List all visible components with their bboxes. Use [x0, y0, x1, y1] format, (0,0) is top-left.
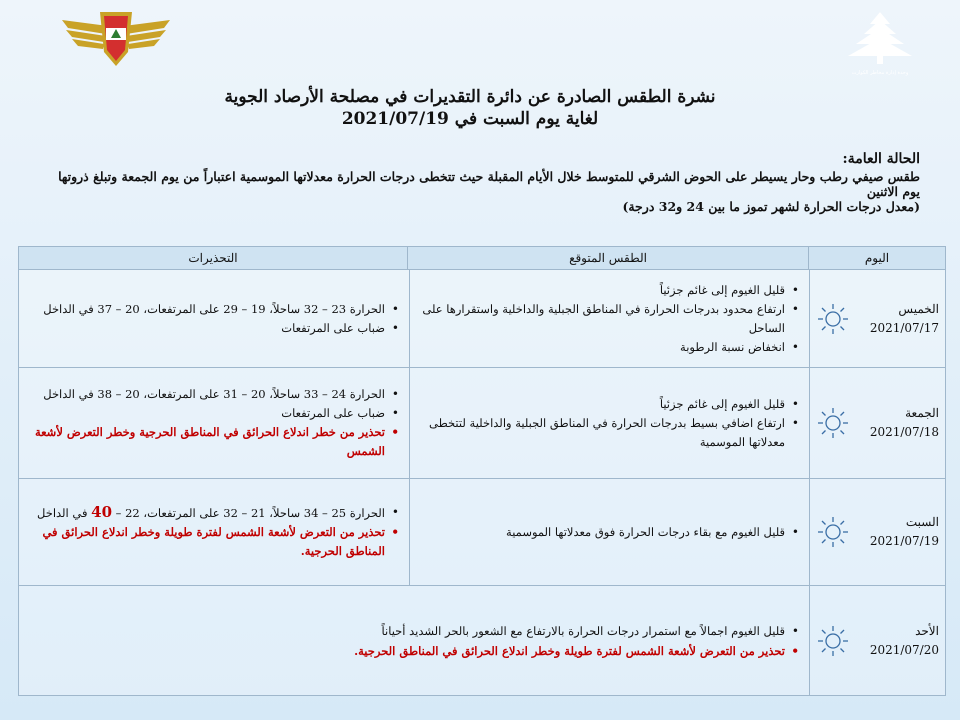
- day-cell: [809, 270, 945, 367]
- table-row: [19, 479, 945, 586]
- table-row: [19, 586, 945, 696]
- weather-item: • قليل الغيوم اجمالاً مع استمرار درجات الحرارة بالارتفاع مع الشعور بالحر الشديد أحياناً: [354, 621, 785, 641]
- weather-cell: [409, 270, 809, 367]
- merged-forecast-cell: [21, 586, 809, 696]
- temperature-text-end: في الداخل: [37, 506, 92, 520]
- day-date: 2021/07/20: [869, 643, 939, 657]
- day-cell: [809, 586, 945, 696]
- max-temperature: 40: [91, 503, 113, 521]
- weather-item: • انخفاض نسبة الرطوبة: [418, 338, 785, 357]
- day-cell: [809, 479, 945, 585]
- day-name: الخميس: [898, 301, 939, 316]
- general-situation: [40, 152, 920, 214]
- day-name: الجمعة: [905, 406, 939, 420]
- warning-item: [29, 503, 385, 523]
- general-situation-note: (معدل درجات الحرارة لشهر تموز ما بين 24 و32 درجة): [622, 199, 920, 214]
- header-weather: الطقس المتوقع: [407, 247, 808, 269]
- warnings-cell: [21, 479, 409, 585]
- day-date: 2021/07/17: [869, 320, 939, 335]
- weather-item: • قليل الغيوم مع بقاء درجات الحرارة فوق معدلاتها الموسمية: [506, 523, 785, 542]
- weather-item: • قليل الغيوم إلى غائم جزئياً: [418, 281, 785, 300]
- warnings-cell: [21, 368, 409, 478]
- header-day: اليوم: [808, 247, 945, 269]
- warning-item: • ضباب على المرتفعات: [29, 404, 385, 423]
- fire-warning: • تحذير من خطر اندلاع الحرائق في المناطق الحرجية وخطر التعرض لأشعة الشمس: [29, 423, 385, 461]
- weather-cell: [409, 368, 809, 478]
- meteorology-emblem-logo: [62, 6, 170, 68]
- day-date: 2021/07/19: [869, 534, 939, 548]
- fire-warning: • تحذير من التعرض لأشعة الشمس لفترة طويلة وخطر اندلاع الحرائق في المناطق الحرجية.: [29, 523, 385, 561]
- general-situation-title: الحالة العامة:: [842, 151, 920, 167]
- sun-icon: [816, 302, 850, 336]
- day-cell: [809, 368, 945, 478]
- weather-item: • ارتفاع محدود بدرجات الحرارة في المناطق الجبلية والداخلية واستقرارها على الساحل: [418, 300, 785, 338]
- weather-item: • ارتفاع اضافي بسيط بدرجات الحرارة في المناطق الجبلية والداخلية لتتخطى معدلاتها الموسمية: [418, 414, 785, 452]
- table-row: [19, 368, 945, 479]
- warning-item: • الحرارة 24 – 33 ساحلاً، 20 – 31 على المرتفعات، 20 – 38 في الداخل: [29, 385, 385, 404]
- temperature-text: الحرارة 25 – 34 ساحلاً، 21 – 32 على المرتفعات، 22 –: [112, 506, 385, 520]
- bulletin-subtitle: لغاية يوم السبت في 2021/07/19: [341, 109, 599, 129]
- sun-icon: [816, 624, 850, 658]
- day-name: الأحد: [915, 624, 939, 638]
- header-warnings: التحذيرات: [188, 251, 238, 265]
- general-situation-text: طقس صيفي رطب وحار يسيطر على الحوض الشرقي للمتوسط خلال الأيام المقبلة حيث تتخطى درجات الحرارة معدلاتها الموسمية اعتباراً من يوم الجمعة وتبلغ ذروتها يوم الاثنين: [58, 169, 920, 199]
- cedar-logo-caption: وحدة إدارة مخاطر الكوارث: [851, 70, 909, 76]
- bulletin-title: نشرة الطقس الصادرة عن دائرة التقديرات في مصلحة الأرصاد الجوية: [224, 87, 716, 107]
- warning-item: • الحرارة 23 – 32 ساحلاً، 19 – 29 على المرتفعات، 20 – 37 في الداخل: [43, 300, 385, 319]
- forecast-table: [18, 246, 946, 696]
- bulletin-header: [200, 86, 740, 130]
- warning-item: • ضباب على المرتفعات: [43, 319, 385, 338]
- table-row: [19, 270, 945, 368]
- cedar-logo: [840, 8, 920, 80]
- table-header: [19, 247, 945, 270]
- day-date: 2021/07/18: [869, 425, 939, 439]
- sun-icon: [816, 515, 850, 549]
- fire-warning: • تحذير من التعرض لأشعة الشمس لفترة طويلة وخطر اندلاع الحرائق في المناطق الحرجية.: [354, 641, 785, 661]
- day-name: السبت: [905, 515, 939, 529]
- weather-item: • قليل الغيوم إلى غائم جزئياً: [418, 395, 785, 414]
- weather-cell: [409, 479, 809, 585]
- sun-icon: [816, 406, 850, 440]
- warnings-cell: [21, 270, 409, 367]
